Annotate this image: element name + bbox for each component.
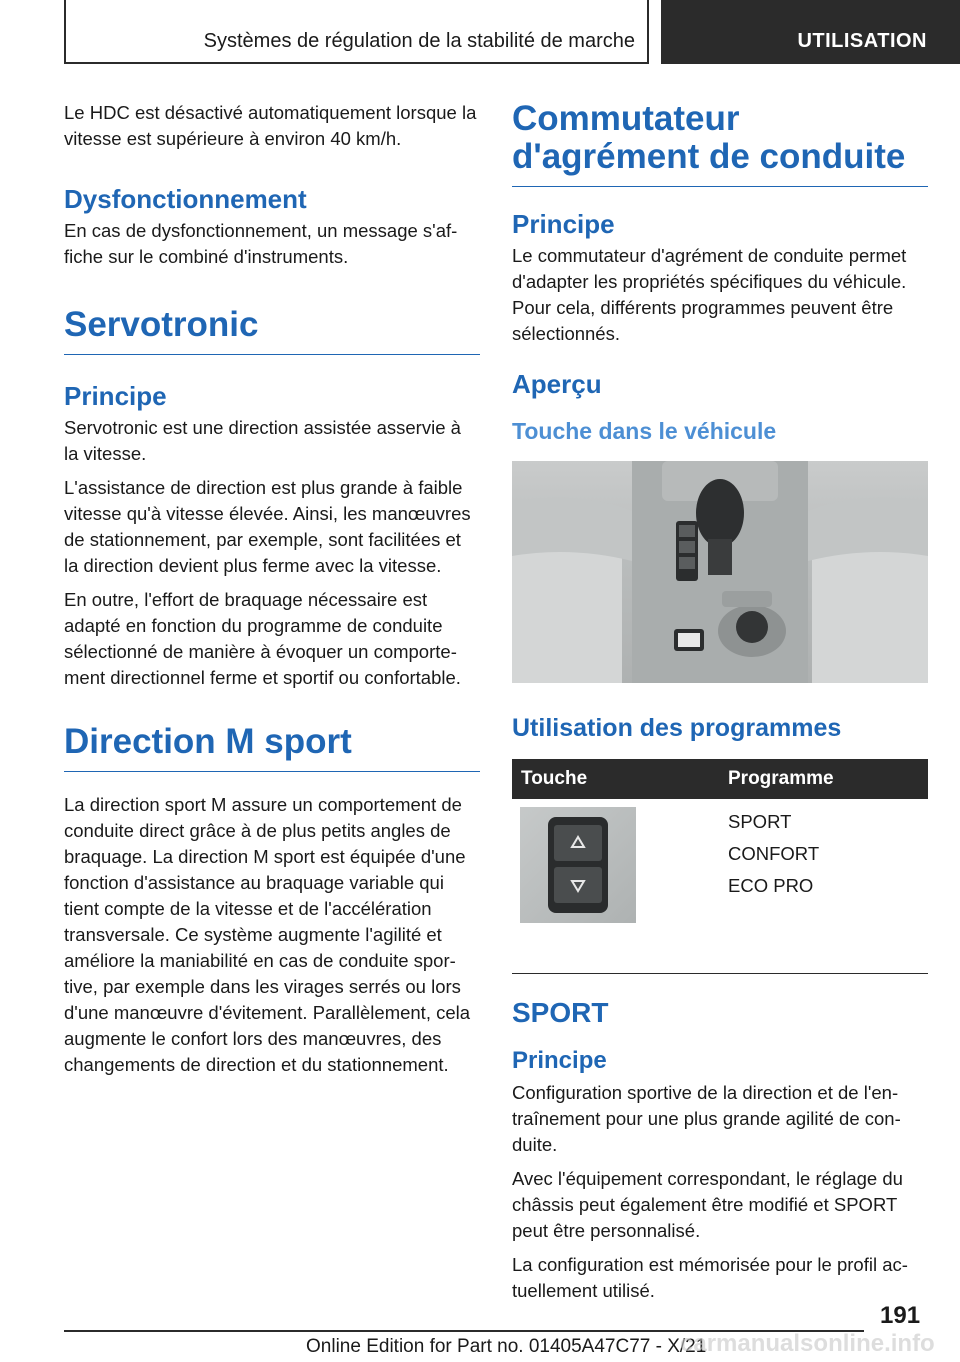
program-list (728, 807, 819, 973)
drive-switch-heading: Commutateur d'agrément de conduite (512, 100, 928, 187)
sport-text-1: Configuration sportive de la direction et de l'entraînement pour une plus grande agilité de conduite. (512, 1082, 901, 1155)
watermark: carmanualsonline.info (680, 1330, 935, 1357)
rocker-switch-icon (520, 807, 636, 923)
page-number: 191 (880, 1302, 921, 1329)
table-row (512, 799, 928, 974)
edition-text: Online Edition for Part no. 01405A47C77 - X/21 (306, 1336, 707, 1357)
malfunction-heading: Dysfonctionnement (64, 184, 307, 214)
overview-heading: Aperçu (512, 369, 602, 399)
column-header-key: Touche (521, 768, 588, 789)
msport-heading: Direction M sport (64, 723, 480, 772)
column-header-program: Programme (728, 768, 834, 789)
sport-principle-heading: Principe (512, 1047, 607, 1074)
drive-switch-principle-text: Le commutateur d'agrément de conduite permet d'adapter les propriétés spécifiques du véhicule. Pour cela, différents programmes peuvent être sélectionnés. (512, 245, 907, 344)
chapter-title: Systèmes de régulation de la stabilité de marche (203, 30, 635, 52)
program-confort: CONFORT (728, 843, 820, 864)
header-chapter-box (64, 0, 649, 64)
drive-switch-image (520, 807, 636, 923)
servotronic-text-2: L'assistance de direction est plus grande à faible vitesse qu'à vitesse élevée. Ainsi, les manœuvres de stationnement, par exemple, sont facilitées et la direction devient plus ferme avec la vitesse. (64, 477, 471, 576)
button-in-vehicle-heading: Touche dans le véhicule (512, 418, 777, 444)
program-eco-pro: ECO PRO (728, 875, 814, 896)
usage-heading: Utilisation des programmes (512, 714, 842, 742)
hdc-intro-text: Le HDC est désactivé automatiquement lorsque la vitesse est supérieure à environ 40 km/h. (64, 102, 477, 149)
center-console-illustration (512, 461, 928, 683)
program-table (512, 759, 928, 974)
malfunction-text: En cas de dysfonctionnement, un message s'affiche sur le combiné d'instruments. (64, 220, 458, 267)
sport-heading: SPORT (512, 997, 609, 1028)
msport-text: La direction sport M assure un comportement de conduite direct grâce à de plus petits angles de braquage. La direction M sport est équipée d'une fonction d'assistance au braquage variable qui tient compte de la vitesse et de l'accélération transversale. Ce système augmente l'agilité et améliore la maniabilité en cas de conduite sportive, par exemple dans les virages serrés ou lors d'une manœuvre d'évitement. Parallèlement, cela augmente le confort lors des manœuvres, des changements de direction et du stationnement. (64, 794, 471, 1075)
sport-text-3: La configuration est mémorisée pour le profil actuellement utilisé. (512, 1254, 908, 1301)
servotronic-principle-heading: Principe (64, 381, 167, 411)
switch-cell (512, 807, 728, 973)
program-sport: SPORT (728, 811, 792, 832)
header-section-box (661, 0, 960, 64)
drive-switch-principle-heading: Principe (512, 209, 615, 239)
servotronic-text-3: En outre, l'effort de braquage nécessaire est adapté en fonction du programme de conduite sélectionné de manière à évoquer un comportement directionnel ferme et sportif ou confortable. (64, 589, 461, 688)
right-column (512, 100, 928, 1312)
servotronic-heading: Servotronic (64, 306, 480, 355)
center-console-photo (512, 461, 928, 683)
program-table-header (512, 759, 928, 799)
section-title: UTILISATION (797, 30, 927, 52)
sport-text-2: Avec l'équipement correspondant, le réglage du châssis peut également être modifié et SPORT peut être personnalisé. (512, 1168, 903, 1241)
servotronic-text-1: Servotronic est une direction assistée asservie à la vitesse. (64, 417, 461, 464)
left-column (64, 100, 480, 1086)
